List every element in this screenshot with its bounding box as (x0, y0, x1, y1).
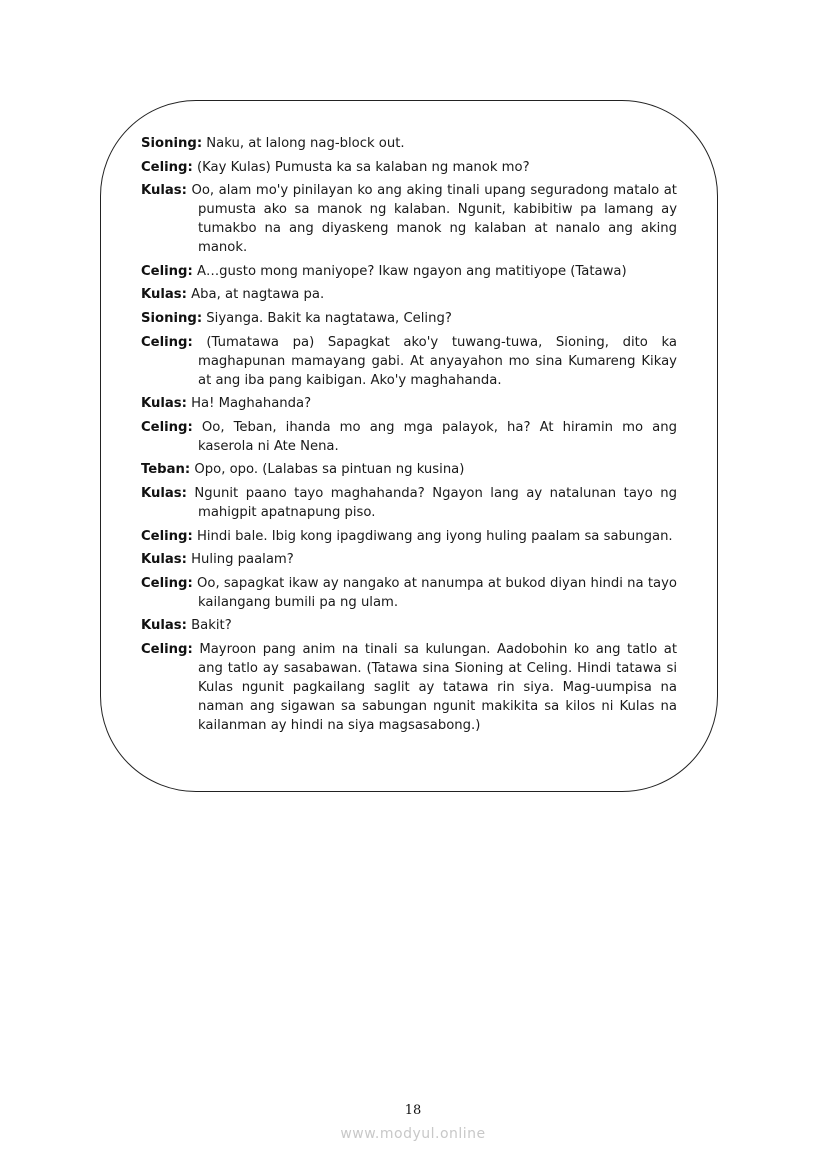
dialogue-line (141, 418, 677, 456)
dialogue-line (141, 484, 677, 522)
speaker-name: Celing: (141, 575, 193, 591)
dialogue-text: Oo, alam mo'y pinilayan ko ang aking tinali upang seguradong matalo at pumusta ako sa manok ng kalaban. Ngunit, kabibitiw pa lamang ay tumakbo na ang diyaskeng manok ng kalaban at nanalo ang aking manok. (191, 183, 677, 256)
dialogue-text: Oo, sapagkat ikaw ay nangako at nanumpa at bukod diyan hindi na tayo kailangang bumili pa ng ulam. (197, 575, 677, 610)
dialogue-line (141, 550, 677, 569)
dialogue-text: (Kay Kulas) Pumusta ka sa kalaban ng manok mo? (196, 159, 530, 175)
speaker-name: Kulas: (141, 618, 187, 634)
dialogue-text: Mayroon pang anim na tinali sa kulungan. Aadobohin ko ang tatlo at ang tatlo ay sasabawan. (Tatawa sina Sioning at Celing. Hindi tatawa si Kulas ngunit pagkailang saglit ay tatawa rin siya. Mag-uumpisa na naman ang sigawan sa sabungan ngunit makikita sa kilos ni Kulas na kailanman ay hindi na siya magsasabong.) (198, 641, 677, 733)
dialogue-text: Opo, opo. (Lalabas sa pintuan ng kusina) (194, 462, 465, 478)
dialogue-line (141, 333, 677, 390)
dialogue-line (141, 616, 677, 635)
dialogue-text: Oo, Teban, ihanda mo ang mga palayok, ha? At hiramin mo ang kaserola ni Ate Nena. (198, 419, 677, 454)
dialogue-line (141, 460, 677, 479)
dialogue-line (141, 574, 677, 612)
dialogue-line (141, 158, 677, 177)
dialogue-text: Naku, at lalong nag-block out. (206, 136, 405, 151)
dialogue-text: A…gusto mong maniyope? Ikaw ngayon ang matitiyope (Tatawa) (196, 263, 627, 279)
dialogue-text: Ngunit paano tayo maghahanda? Ngayon lang ay natalunan tayo ng mahigpit apatnapung piso. (194, 485, 677, 520)
speaker-name: Kulas: (141, 485, 187, 501)
speaker-name: Celing: (141, 641, 193, 657)
speaker-name: Celing: (141, 159, 193, 175)
dialogue-block (141, 134, 677, 740)
speaker-name: Celing: (141, 263, 193, 279)
dialogue-text: Aba, at nagtawa pa. (191, 287, 325, 303)
speaker-name: Teban: (141, 462, 191, 478)
speaker-name: Kulas: (141, 552, 187, 568)
dialogue-text: Bakit? (191, 618, 232, 634)
dialogue-line (141, 262, 677, 281)
speaker-name: Kulas: (141, 287, 187, 303)
speaker-name: Celing: (141, 528, 193, 544)
dialogue-line (141, 527, 677, 546)
dialogue-line (141, 285, 677, 304)
speaker-name: Kulas: (141, 396, 187, 412)
dialogue-text: (Tumatawa pa) Sapagkat ako'y tuwang-tuwa, Sioning, dito ka maghapunan mamayang gabi. At anyayahon mo sina Kumareng Kikay at ang iba pang kaibigan. Ako'y maghahanda. (198, 334, 677, 388)
speaker-name: Sioning: (141, 310, 203, 326)
dialogue-line (141, 394, 677, 413)
dialogue-text: Ha! Maghahanda? (191, 396, 312, 412)
speaker-name: Celing: (141, 419, 193, 435)
page-number: 18 (404, 1103, 422, 1118)
dialogue-line (141, 134, 677, 153)
dialogue-line (141, 640, 677, 735)
watermark: www.modyul.online (340, 1126, 486, 1142)
dialogue-text: Huling paalam? (191, 552, 294, 568)
speaker-name: Kulas: (141, 183, 187, 199)
dialogue-line (141, 309, 677, 328)
speaker-name: Sioning: (141, 136, 203, 151)
dialogue-text: Siyanga. Bakit ka nagtatawa, Celing? (206, 310, 452, 326)
dialogue-text: Hindi bale. Ibig kong ipagdiwang ang iyong huling paalam sa sabungan. (196, 528, 673, 544)
speaker-name: Celing: (141, 334, 193, 350)
dialogue-line (141, 181, 677, 257)
